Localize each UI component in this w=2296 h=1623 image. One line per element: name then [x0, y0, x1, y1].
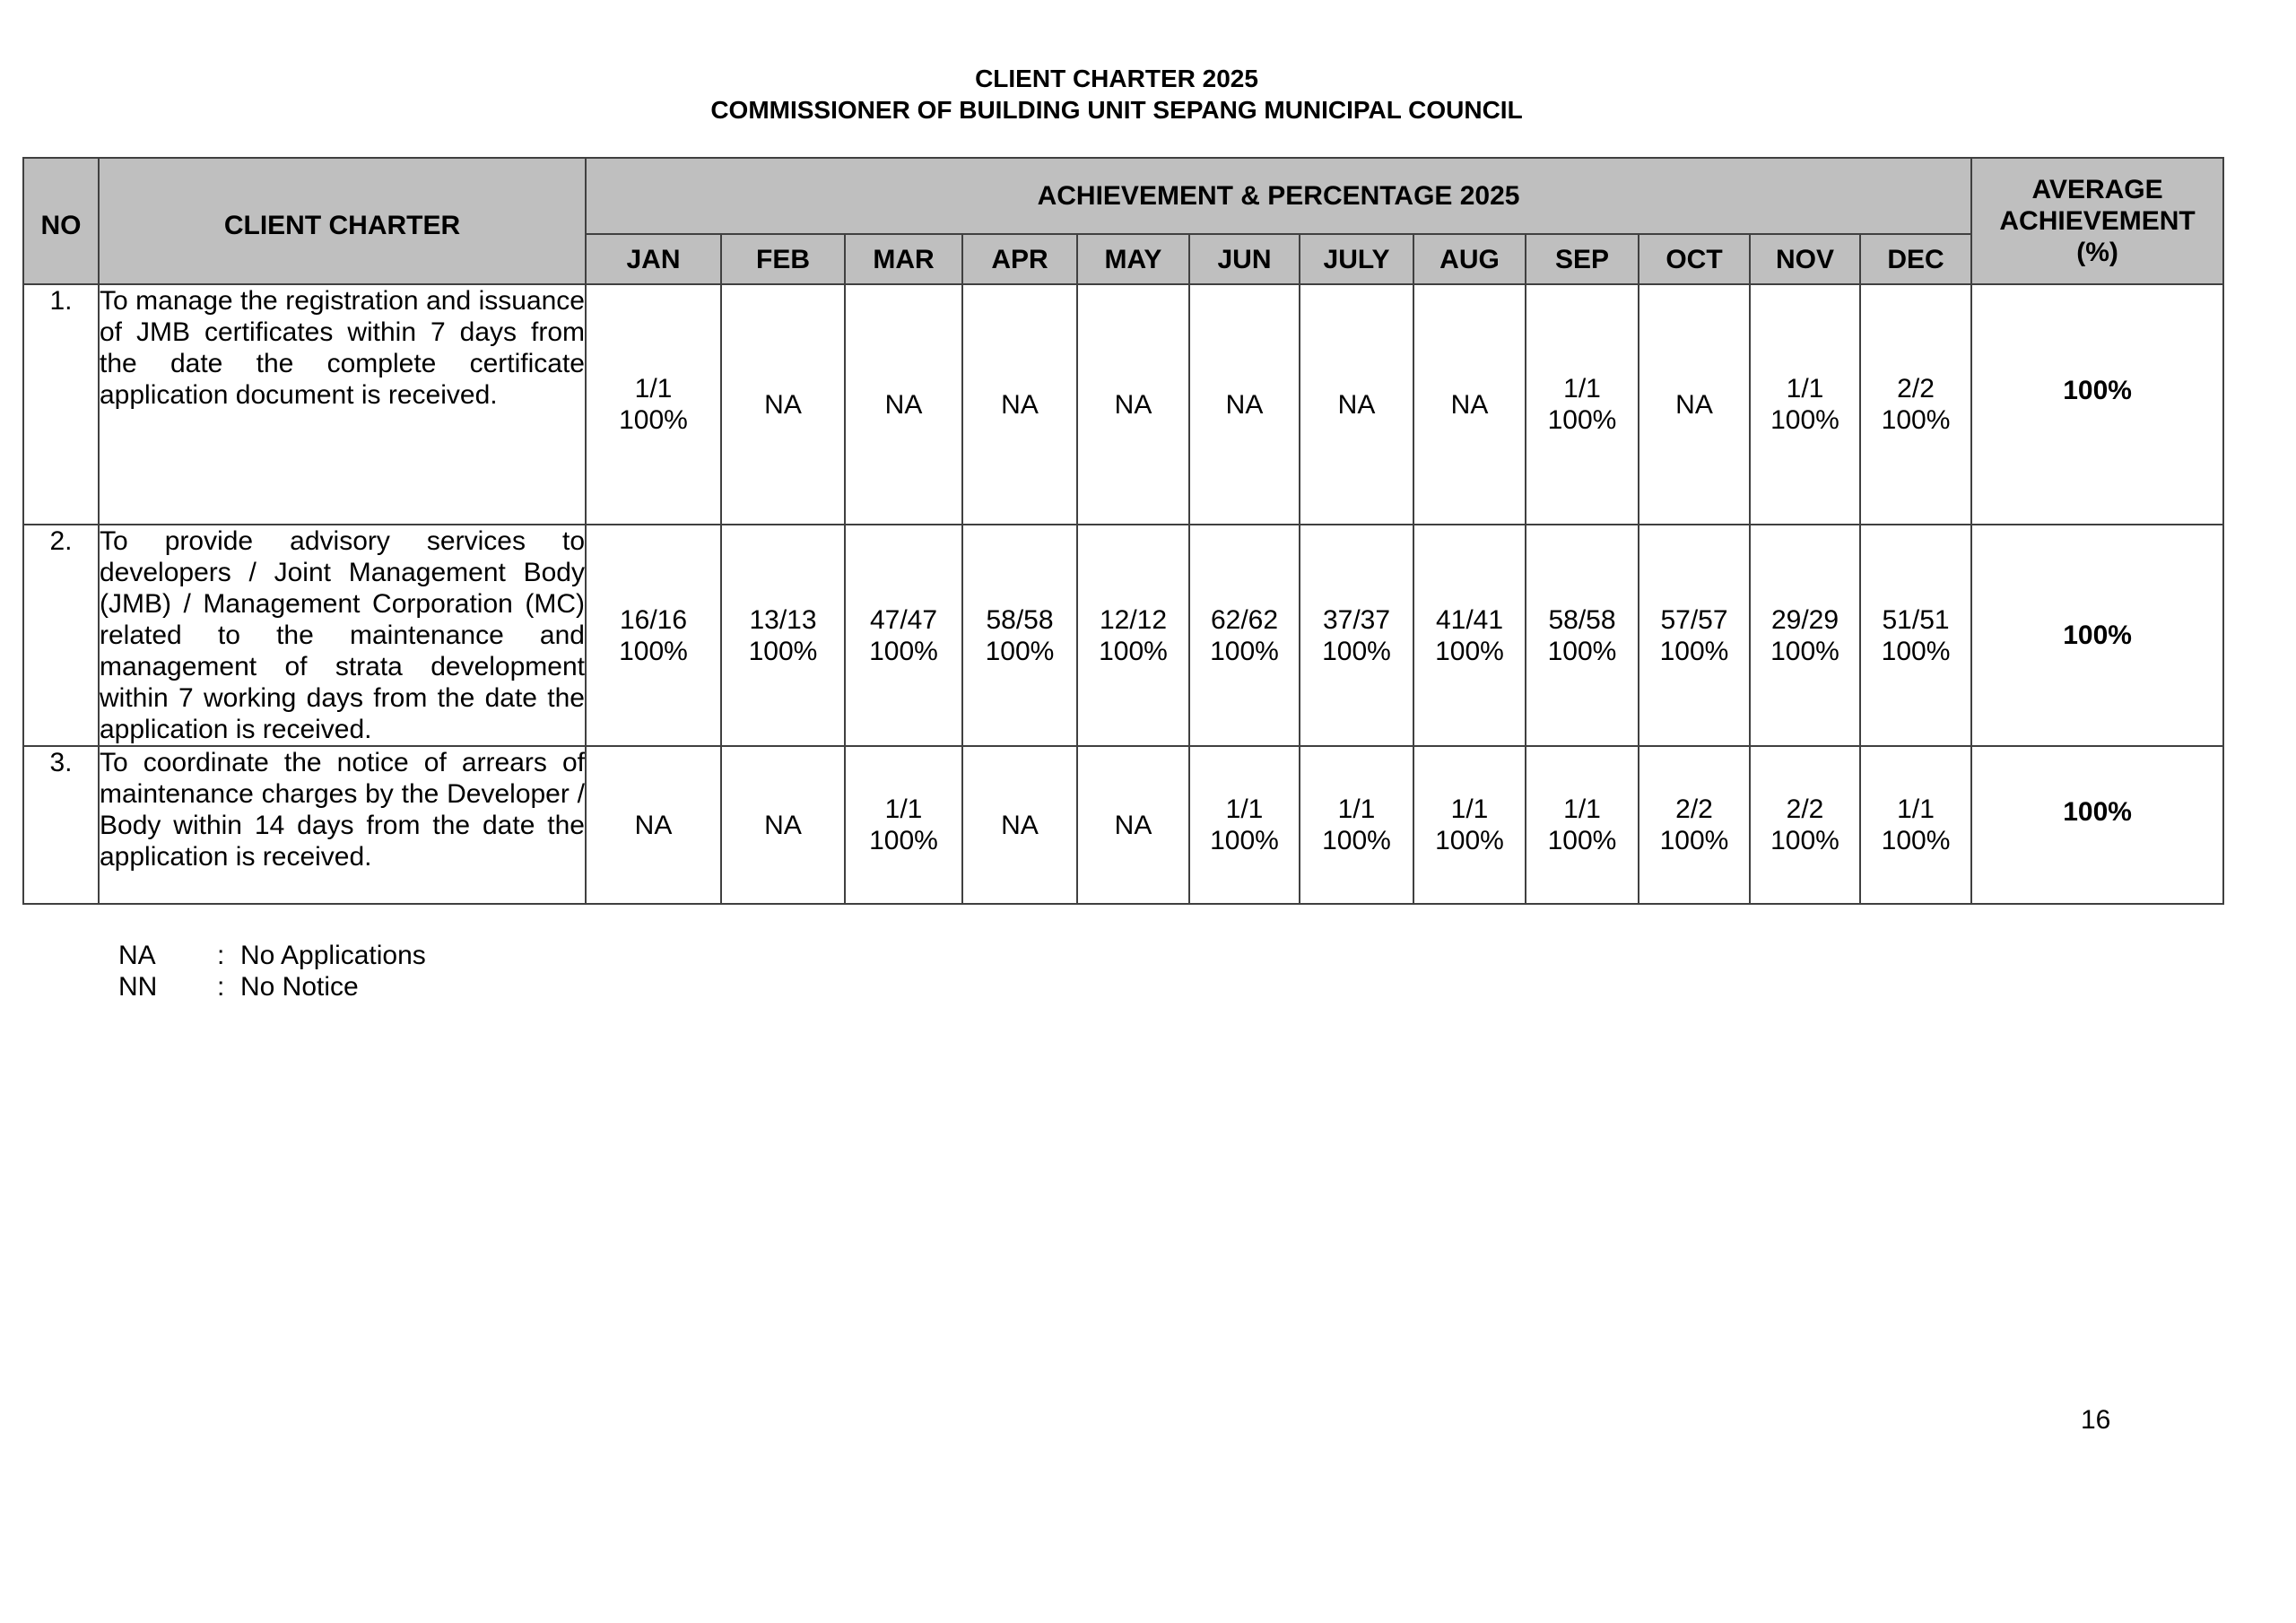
- month-cell: [721, 525, 845, 746]
- month-cell: [1639, 746, 1750, 904]
- row-number: 2.: [23, 525, 99, 746]
- month-cell: [962, 746, 1077, 904]
- month-cell: [1300, 284, 1413, 525]
- month-cell: [586, 284, 721, 525]
- month-cell: [1526, 525, 1639, 746]
- header-month: APR: [962, 234, 1077, 284]
- month-percent: 100%: [1881, 826, 1951, 855]
- header-average: AVERAGE ACHIEVEMENT (%): [1971, 158, 2223, 284]
- month-count: 2/2: [1786, 794, 1824, 824]
- month-count: NA: [634, 810, 673, 840]
- charter-description: To coordinate the notice of arrears of maintenance charges by the Developer / Body within 14 days from the date the application is received.: [99, 746, 586, 904]
- header-month: SEP: [1526, 234, 1639, 284]
- month-percent: 100%: [985, 636, 1055, 666]
- row-number: 1.: [23, 284, 99, 525]
- month-percent: 100%: [869, 826, 938, 855]
- month-cell: [1300, 746, 1413, 904]
- header-month: AUG: [1413, 234, 1526, 284]
- month-count: 58/58: [986, 604, 1054, 635]
- month-percent: 100%: [1435, 636, 1504, 666]
- month-count: 1/1: [1225, 794, 1264, 824]
- month-percent: 100%: [619, 636, 688, 666]
- month-cell: [1526, 746, 1639, 904]
- client-charter-table: [22, 157, 2224, 905]
- month-percent: 100%: [748, 636, 818, 666]
- month-count: 2/2: [1897, 374, 1935, 404]
- month-cell: [962, 284, 1077, 525]
- month-cell: [1189, 284, 1300, 525]
- month-cell: [1077, 284, 1189, 525]
- month-count: 1/1: [1337, 794, 1376, 824]
- month-percent: 100%: [1659, 636, 1729, 666]
- month-count: 1/1: [1563, 374, 1601, 404]
- month-count: 1/1: [1897, 794, 1935, 824]
- header-month: MAR: [845, 234, 962, 284]
- legend-separator: :: [217, 972, 225, 1002]
- month-count: 41/41: [1435, 604, 1504, 635]
- row-number: 3.: [23, 746, 99, 904]
- month-cell: [721, 284, 845, 525]
- month-count: NA: [1225, 389, 1264, 420]
- month-percent: 100%: [1210, 826, 1279, 855]
- header-month: FEB: [721, 234, 845, 284]
- month-cell: [1413, 746, 1526, 904]
- month-cell: [1860, 284, 1971, 525]
- month-cell: [586, 525, 721, 746]
- month-count: 57/57: [1660, 604, 1728, 635]
- month-count: NA: [1450, 389, 1489, 420]
- legend-code: NA: [118, 941, 156, 970]
- table-row: [23, 284, 2223, 525]
- month-cell: [1413, 284, 1526, 525]
- month-count: 51/51: [1882, 604, 1950, 635]
- month-percent: 100%: [1547, 636, 1617, 666]
- month-percent: 100%: [1770, 405, 1839, 435]
- header-month: MAY: [1077, 234, 1189, 284]
- month-cell: [1300, 525, 1413, 746]
- month-count: NA: [764, 389, 802, 420]
- month-percent: 100%: [1547, 405, 1617, 435]
- average-achievement: 100%: [1971, 525, 2223, 746]
- month-count: NA: [1337, 389, 1376, 420]
- header-no: NO: [23, 158, 99, 284]
- charter-description: To manage the registration and issuance of JMB certificates within 7 days from the date the complete certificate application document is received.: [99, 284, 586, 525]
- month-count: 1/1: [884, 794, 923, 824]
- month-count: NA: [884, 389, 923, 420]
- header-month: DEC: [1860, 234, 1971, 284]
- month-cell: [1413, 525, 1526, 746]
- month-percent: 100%: [1770, 826, 1839, 855]
- month-cell: [1750, 284, 1860, 525]
- month-cell: [1639, 284, 1750, 525]
- month-count: NA: [1114, 389, 1152, 420]
- month-count: 13/13: [749, 604, 817, 635]
- month-percent: 100%: [869, 636, 938, 666]
- month-percent: 100%: [1881, 405, 1951, 435]
- month-cell: [721, 746, 845, 904]
- month-count: 16/16: [619, 604, 688, 635]
- table-row: [23, 746, 2223, 904]
- month-count: 12/12: [1099, 604, 1168, 635]
- legend-item: [118, 971, 359, 1002]
- legend-code: NN: [118, 972, 158, 1002]
- month-cell: [1860, 746, 1971, 904]
- month-percent: 100%: [1881, 636, 1951, 666]
- header-month: JAN: [586, 234, 721, 284]
- header-month: NOV: [1750, 234, 1860, 284]
- month-count: 1/1: [634, 374, 673, 404]
- month-cell: [1526, 284, 1639, 525]
- legend-item: [118, 940, 426, 971]
- average-achievement: 100%: [1971, 746, 2223, 904]
- header-achievement: ACHIEVEMENT & PERCENTAGE 2025: [586, 158, 1971, 234]
- month-count: 62/62: [1210, 604, 1279, 635]
- month-percent: 100%: [1547, 826, 1617, 855]
- month-cell: [1077, 525, 1189, 746]
- month-percent: 100%: [1099, 636, 1168, 666]
- month-percent: 100%: [619, 405, 688, 435]
- page-title: CLIENT CHARTER 2025: [975, 65, 1258, 92]
- header-month: OCT: [1639, 234, 1750, 284]
- header-month: JUN: [1189, 234, 1300, 284]
- month-percent: 100%: [1770, 636, 1839, 666]
- header-month: JULY: [1300, 234, 1413, 284]
- month-count: NA: [764, 810, 802, 840]
- month-cell: [1750, 746, 1860, 904]
- month-cell: [586, 746, 721, 904]
- month-count: 47/47: [869, 604, 938, 635]
- page-subtitle: COMMISSIONER OF BUILDING UNIT SEPANG MUNICIPAL COUNCIL: [710, 96, 1523, 124]
- month-cell: [1189, 746, 1300, 904]
- month-cell: [1860, 525, 1971, 746]
- month-percent: 100%: [1659, 826, 1729, 855]
- month-cell: [1077, 746, 1189, 904]
- legend-separator: :: [217, 941, 225, 970]
- month-cell: [845, 525, 962, 746]
- month-count: 58/58: [1548, 604, 1616, 635]
- legend-meaning: No Applications: [240, 941, 426, 970]
- month-count: NA: [1001, 389, 1039, 420]
- month-count: 37/37: [1322, 604, 1391, 635]
- page-number: 16: [2081, 1405, 2111, 1435]
- month-percent: 100%: [1210, 636, 1279, 666]
- month-count: 1/1: [1786, 374, 1824, 404]
- header-client-charter: CLIENT CHARTER: [99, 158, 586, 284]
- month-cell: [1189, 525, 1300, 746]
- month-count: 1/1: [1563, 794, 1601, 824]
- month-cell: [845, 284, 962, 525]
- month-cell: [962, 525, 1077, 746]
- month-count: NA: [1001, 810, 1039, 840]
- month-count: 29/29: [1770, 604, 1839, 635]
- month-count: 2/2: [1675, 794, 1713, 824]
- charter-description: To provide advisory services to developers / Joint Management Body (JMB) / Management Corporation (MC) related to the maintenance and management of strata development within 7 working days from the date the application is received.: [100, 526, 585, 744]
- month-percent: 100%: [1435, 826, 1504, 855]
- month-count: NA: [1114, 810, 1152, 840]
- table-row: [23, 525, 2223, 746]
- month-percent: 100%: [1322, 636, 1391, 666]
- month-cell: [1639, 525, 1750, 746]
- month-percent: 100%: [1322, 826, 1391, 855]
- month-count: NA: [1675, 389, 1713, 420]
- month-count: 1/1: [1450, 794, 1489, 824]
- legend-meaning: No Notice: [240, 972, 359, 1002]
- month-cell: [845, 746, 962, 904]
- month-cell: [1750, 525, 1860, 746]
- average-achievement: 100%: [1971, 284, 2223, 525]
